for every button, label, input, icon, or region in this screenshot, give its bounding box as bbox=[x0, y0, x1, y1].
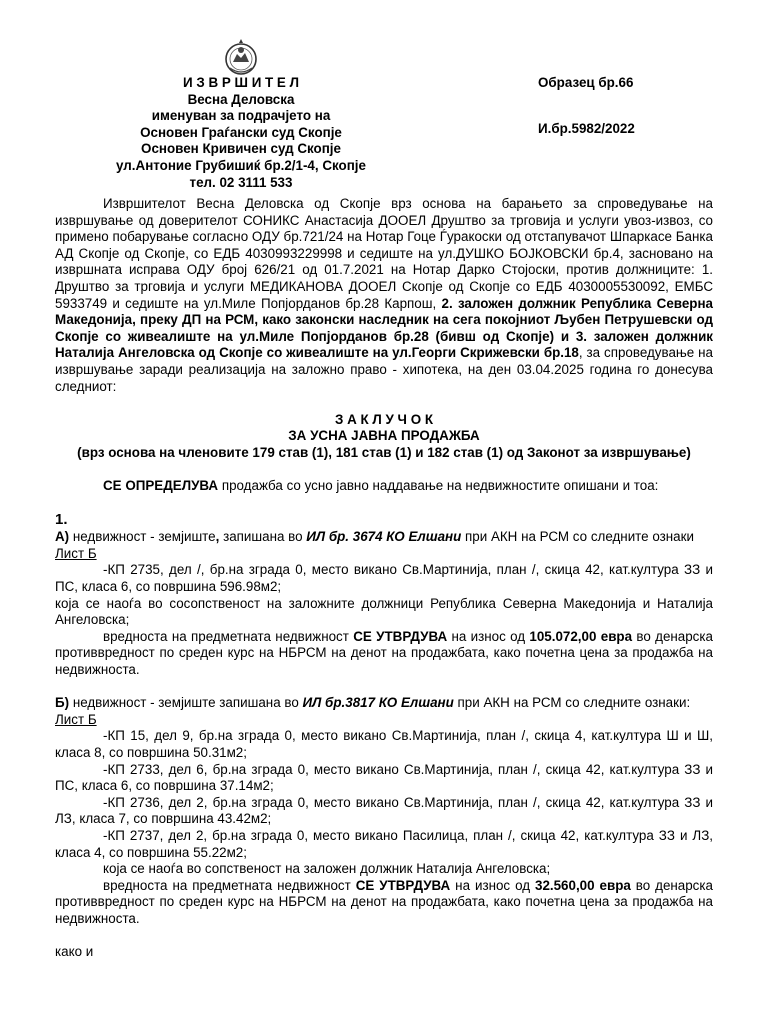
bailiff-header bbox=[100, 75, 382, 191]
section-b-text: недвижност - земјиште запишана во bbox=[69, 695, 303, 711]
bailiff-court-civil: Основен Граѓански суд Скопје bbox=[140, 124, 342, 140]
case-number: И.бр.5982/2022 bbox=[538, 121, 635, 136]
document-body bbox=[55, 196, 713, 961]
section-b-confirmed: СЕ УТВРДУВА bbox=[355, 877, 451, 893]
bailiff-phone: тел. 02 3111 533 bbox=[189, 174, 293, 190]
item-number: 1. bbox=[55, 511, 68, 529]
section-b-ownership: која се наоѓа во сопственост на заложен должник Наталија Ангеловска; bbox=[103, 861, 551, 877]
intro-debtors: 2. заложен должник Република Северна Македонија, преку ДП на РСМ, како законски наследник на сега покојниот Љубен Петрушевски од Скопје со живеалиште на ул.Миле Попјорданов бр.28 (бивш од Скопје) и 3. заложен должник Наталија Ангеловска од Скопје со живеалиште на ул.Георги Скрижевски бр.18 bbox=[55, 295, 713, 361]
determines-paragraph bbox=[55, 478, 713, 495]
section-a-text-mid: запишана во bbox=[219, 529, 307, 545]
section-a-value-text: вредноста на предметната недвижност bbox=[103, 628, 354, 644]
section-a-registry: ИЛ бр. 3674 КО Елшани bbox=[306, 529, 462, 545]
section-b-registry: ИЛ бр.3817 КО Елшани bbox=[302, 695, 454, 711]
bailiff-court-criminal: Основен Кривичен суд Скопје bbox=[141, 141, 341, 157]
conclusion-basis: (врз основа на членовите 179 став (1), 181 став (1) и 182 став (1) од Законот за извршување) bbox=[77, 444, 691, 460]
section-b-parcel: -КП 2737, дел 2, бр.на зграда 0, место викано Пасилица, план /, скица 42, кат.култура ЗЗ и ЛЗ, класа 4, со површина 55.22м2; bbox=[55, 827, 713, 860]
section-a-amount: 105.072,00 евра bbox=[529, 628, 633, 644]
intro-text-end: , за спроведување на извршување заради реализација на заложно право - хипотека, на ден 03.04.2025 година го донесува следниот: bbox=[55, 345, 714, 394]
closing-text: како и bbox=[55, 944, 94, 960]
conclusion-title: З А К Л У Ч О К bbox=[335, 411, 433, 427]
section-b-parcel: -КП 2736, дел 2, бр.на зграда 0, место викано Св.Мартинија, план /, скица 42, кат.култура ЗЗ и ЛЗ, класа 7, со површина 43.42м2; bbox=[55, 794, 713, 827]
section-b-value-end: во денарска противвредност по среден курс на НБРСМ на денот на продажбата, како почетна цена за продажба на недвижноста. bbox=[55, 877, 713, 926]
section-a-value-end: во денарска противвредност по среден курс на НБРСМ на денот на продажбата, како почетна цена за продажба на недвижноста. bbox=[55, 628, 713, 678]
section-b-heading bbox=[55, 695, 713, 712]
form-number: Образец бр.66 bbox=[538, 75, 634, 90]
intro-text: Извршителот Весна Деловска од Скопје врз основа на барањето за спроведување на извршување од доверителот СОНИКС Анастасија ДООЕЛ Друштво за трговија и услуги увоз-извоз, со примено побарување согласно ОДУ бр.721/24 на Нотар Гоце Ѓуракоски од отстапувачот Шпаркасе Банка АД Скопје од Скопје, со ЕДБ 4030993229998 и седиште на ул.ДУШКО БОЈКОВСКИ бр.4, засновано на извршната исправа ОДУ број 626/21 од 01.7.2021 на Нотар Дарко Стојоски, против должниците: 1. Друштво за трговија и услуги МЕДИКАНОВА ДООЕЛ Скопје од Скопје со ЕДБ 4030005530092, ЕМБС 5933749 и седиште на ул.Миле Попјорданов бр.28 Карпош, bbox=[55, 196, 713, 311]
section-b-label: Б) bbox=[55, 695, 70, 711]
section-a-text-end: при АКН на РСМ со следните ознаки bbox=[461, 529, 694, 545]
conclusion-subtitle: ЗА УСНА ЈАВНА ПРОДАЖБА bbox=[288, 428, 480, 444]
section-a-label: А) bbox=[55, 529, 70, 545]
bailiff-name: Весна Деловска bbox=[187, 91, 295, 107]
section-a-ownership: која се наоѓа во сосопственост на заложните должници Република Северна Македонија и Наталија Ангеловска; bbox=[55, 595, 713, 628]
section-a-text: недвижност - земјиште bbox=[69, 529, 216, 545]
section-a-value bbox=[55, 629, 713, 679]
section-a-heading bbox=[55, 529, 713, 546]
section-b-sheet: Лист Б bbox=[55, 711, 97, 727]
section-b-text-end: при АКН на РСМ со следните ознаки: bbox=[453, 695, 691, 711]
intro-paragraph bbox=[55, 196, 713, 395]
determines-label: СЕ ОПРЕДЕЛУВА bbox=[103, 478, 219, 494]
section-b-value-text: вредноста на предметната недвижност bbox=[103, 877, 356, 893]
section-a-parcel: -КП 2735, дел /, бр.на зграда 0, место викано Св.Мартинија, план /, скица 42, кат.култура ЗЗ и ПС, класа 6, со површина 596.98м2; bbox=[55, 562, 713, 595]
section-a-sheet: Лист Б bbox=[55, 545, 97, 561]
section-b-value bbox=[55, 878, 713, 928]
state-emblem-icon bbox=[222, 36, 260, 78]
section-b-amount: 32.560,00 евра bbox=[535, 877, 631, 893]
section-b-parcel: -КП 2733, дел 6, бр.на зграда 0, место викано Св.Мартинија, план /, скица 42, кат.култура ЗЗ и ПС, класа 6, со површина 37.14м2; bbox=[55, 761, 713, 794]
section-b-value-mid: на износ од bbox=[450, 877, 535, 893]
bailiff-appointed: именуван за подрачјето на bbox=[151, 108, 331, 124]
section-a-confirmed: СЕ УТВРДУВА bbox=[353, 628, 448, 644]
bailiff-address: ул.Антоние Грубишиќ бр.2/1-4, Скопје bbox=[116, 157, 366, 173]
section-b-parcel: -КП 15, дел 9, бр.на зграда 0, место викано Св.Мартинија, план /, скица 4, кат.култура Ш и Ш, класа 8, со површина 50.31м2; bbox=[55, 728, 713, 760]
section-a-value-mid: на износ од bbox=[447, 628, 530, 644]
bailiff-title: И З В Р Ш И Т Е Л bbox=[183, 75, 299, 90]
section-a-comma: , bbox=[215, 529, 220, 545]
determines-text: продажба со усно јавно наддавање на недвижностите опишани и тоа: bbox=[218, 478, 659, 494]
